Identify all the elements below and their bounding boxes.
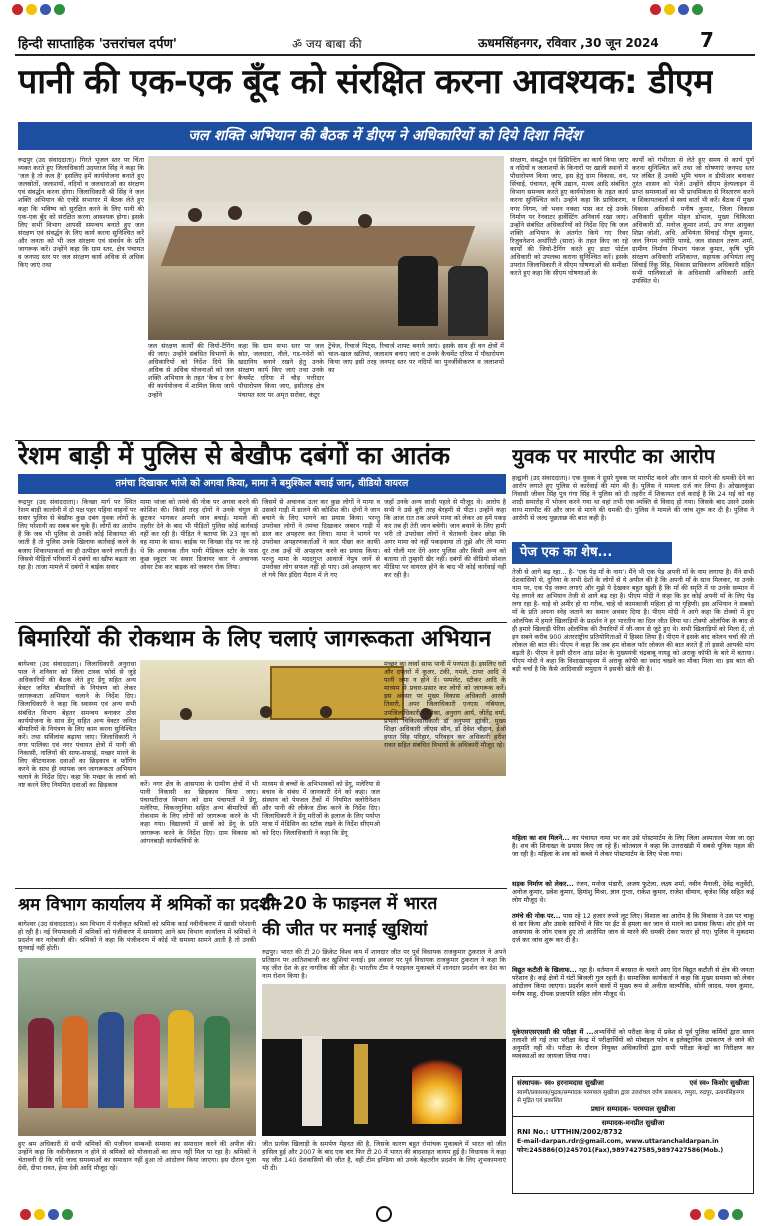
story4-sub5-body: अभ्यर्थियों को परीक्षा केन्द्र में प्रवेश से पूर्व पुलिस कर्मियों द्वारा सघन तलाशी ली गई तथा परीक्षा केन्द्र में परीक्षार्थियों को मोबाइल फोन व इलेक्ट्रानिक उपकरण ले जाने की अनुमति नहीं थी। परीक्षा के दौरान नियुक्त अधिकारियों द्वारा सभी परीक्षा केन्द्रों का निरीक्षण कर व्यवस्थाओं का जायजा लिया गया। [512,1028,754,1061]
story2-col1: रूद्रपुर (उद संवाददाता)। किच्छा मार्ग पर स्थित रेशम बाड़ी कालोनी में दो पक्ष पहर पहिया वाहनों पर सवार पुलिस से बेखौफ कुछ दबंग युवक लोगों के लिए परेशानी का सबब बन चुके हैं। लोगों का आरोप है कि जब भी पुलिस से उनकी कोई शिकायत की जाती है तो पुलिस उनके खिलाफ कार्रवाई करने के बजाए शिकायतकर्ता का ही उत्पीड़न करने लगती है। जिससे पीड़ितों परिवारों में दबंगों का खौफ बढ़ता जा रहा है। ताजा मामले में दबंगों ने बाईक सवार [18,498,136,571]
story4-sub3 [512,912,754,964]
story1-col6: कार्यों को गंभीरता से लेते हुए समय से कार्य पूर्ण करना सुनिश्चित करें तथा जो घोषणाएं जनपद स्तर पर लंबित हैं उनकी भूमि चयन व डीपीआर बनाकर तुरंत शासन को भेजें। उन्होंने सीएम हेल्पलाइन में प्राप्त समस्याओं का भी प्राथमिकता से निस्तारण करने व शिकायतकर्ता से स्वयं वार्ता भी करें। बैठक में मुख्य विकास अधिकारी मनीष कुमार, जिला विकास अधिकारी सुशील मोहन डोभाल, मुख्य चिकित्सा अधिकारी डॉ. मनोज कुमार शर्मा, उप नगर आयुक्त शिप्रा जोशी, अधि. अभियंता सिंचाई पीयूष कुमार, जल निगम ज्योति पाण्डे, जल संस्थान तरुण शर्मा, ग्रामीण निर्माण विभाग पंकज कुमार, कृषि भूमि संरक्षण अधिकारी शशिकान्त, सहायक अभियंता लघु सिंचाई रिंकू सिंह, विकास प्राधिकरण अधिकारी सहित सभी पालिकाओं के अधिशासी अधिकारी आदि उपस्थित थे। [632,156,754,286]
dateline: ऊधमसिंहनगर, रविवार ,30 जून 2024 [478,36,659,50]
footer-center-registration-mark [376,1206,392,1222]
story7-caption: जीत प्रत्येक खिलाड़ी के समर्पण मेहनत की है, जिसके कारण बहुत रोमांचक मुकाबले में भारत को जीत हासिल हुई और 2007 के बाद एक बार फिर टी 20 में भारत की बादशाहत कायम हुई है। विधायक ने कहा यह जीत 140 देशवासियों की जीत है, वहीं टीम इण्डिया को उनके बेहतरीन प्रदर्शन के लिए शुभकामनाएं भी दी। [262,1140,506,1173]
story3-body: हल्द्वानी (उद संवाददाता)। एक युवक ने दूसरे युवक पर मारपीट करने और जान से मारने की धमकी देने का आरोप लगाते हुए पुलिस से कार्रवाई की मांग की है। पुलिस ने मामला दर्ज कर लिया है। ओखलकुंडा निवासी जीवन सिंह पुत्र गंगा सिंह ने पुलिस को दी तहरीर में शिकायत दर्ज कराई है कि 24 मई को वह शादी समारोह में भोजन करने गया था वहां तभी एक व्यक्ति से विवाद हो गया। जिसके बाद उसने उसके साथ मारपीट की और जान से मारने की धमकी दी। पुलिस ने मामले की जांच शुरू कर दी है। पुलिस ने आरोपी से जल्द पूछताछ की बात कही है। [512,474,754,523]
story2-subhead: तमंचा दिखाकर भांजे को अगवा किया, मामा ने बमुश्किल बचाई जान, वीडियो वायरल [115,478,409,489]
story7-headline1: टी-20 के फाइनल में भारत [262,894,438,914]
story5-headline: बिमारियों की रोकथाम के लिए चलाएं जागरूकता अभियान [18,626,492,652]
top-left-dot-4 [54,4,65,15]
story4-sub1-title: महिला का शव मिलने... [512,834,572,842]
story1-col4: ट्रेंचेज, रिचार्ज पिट्स, रिचार्ज शाफ्ट बनाये जाएं। इसके साथ ही वन क्षेत्रों में चाल-खाल खंतियां, जलाशय बनाए जाएं व उनके कैचमेंट एरिया में पौधारोपण किया जाए इसी तरह जनपद स्तर पर नदियों का पुनर्जीवीकरण व जलाशयों का [328,342,504,375]
story1-headline: पानी की एक-एक बूँद को संरक्षित करना आवश्यक: डीएम [18,62,714,102]
top-right-dot-1 [650,4,661,15]
imprint-email: E-mail-darpan.rdr@gmail.com, www.uttaranchaldarpan.in [517,1138,719,1145]
imprint-editor2: सम्पादक-मनप्रीत सुखीजा [601,1119,665,1127]
story3-headline: युवक पर मारपीट का आरोप [512,444,716,468]
imprint-box [512,1076,754,1194]
footer-right-dot-4 [732,1209,743,1220]
imprint-rni: RNI No.: UTTHIN/2002/8732 [517,1128,623,1136]
story7-celebration-photo [262,984,506,1136]
footer-left-dot-2 [34,1209,45,1220]
story4-sub2 [512,880,754,910]
top-right-dot-2 [664,4,675,15]
footer-left-dot-3 [48,1209,59,1220]
story4-sub2-title: सड़क निर्माण को लेकर... [512,880,577,888]
footer-right-dot-2 [704,1209,715,1220]
story4-sub4-title: विद्युत कटौती के खिलाफ... [512,966,580,974]
top-right-dot-3 [678,4,689,15]
story4-sub3-title: तमंचे की नोक पर... [512,912,563,920]
om-icon: ॐ [292,38,303,51]
story1-meeting-photo [148,156,504,340]
story6-lede: बागेश्वर (उद संवाददाता)। श्रम विभाग में पंजीकृत श्रमिकों को श्रमिक कार्ड नवीनीकरण में खासी परेशानी हो रही है। नई नियमावली में श्रमिकों को पंजीकरण में समस्याएं आने श्रम विभाग कार्यालय में श्रमिकों ने प्रदर्शन कर नारेबाजी की। श्रमिकों ने कहा कि पंजीकरण में कोई भी समस्या सामने आती है तो उनकी सुनवाई नहीं होती। [18,920,256,953]
story4-sub5-title: यूकेएसएसएससी की परीक्षा में ... [512,1028,594,1036]
story1-col1: रूद्रपुर (उद संवाददाता)। गिरते भूजल स्तर पर चिंता व्यक्त करते हुए जिलाधिकारी उदयराज सिंह ने कहा कि 'जल है तो कल है' इसलिए हमें कार्ययोजना बनाते हुए जलस्रोतों, जलाशयों, नदियों व जलधाराओं का संरक्षण एवं संवर्द्धन करना होगा। जिलाधिकारी श्री सिंह ने जल शक्ति अभियान की एजेंडे सभागार में बैठक लेते हुए कहा कि भविष्य को सुरक्षित करने के लिए पानी की एक-एक बूँद को संरक्षित करना आवश्यक होगा। इसके लिए सभी विभाग आपसी समन्वय बनाते हुए जल संरक्षण एवं संवर्द्धन के लिए कार्य करना सुनिश्चित करें और जनता को भी जल संरक्षण एवं संवर्धन के प्रति जागरूक करें। उन्होंने कहा कि ग्राम स्तर, क्षेत्र पंचायत व जनपद स्तर पर जल संरक्षण कार्य अधिक से अधिक किए जाएं तथा [18,156,144,270]
imprint-legal: स्वामी/प्रकाशक/मुद्रक/सम्पादक परमपाल सुखीजा द्वारा उत्तरांचल दर्पण प्रकाशन, रम्पुरा, रुद्रपुर, ऊधमसिंहनगर से मुद्रित एवं प्रकाशित [517,1090,745,1104]
top-right-dot-4 [692,4,703,15]
story4-sub5 [512,1028,754,1072]
rule-3 [15,888,507,889]
top-left-dot-2 [26,4,37,15]
story6-protest-photo [18,958,256,1136]
story4-sub1 [512,834,754,878]
story4-sub2-body: रंजन, मनोज भंडारी, अजय फुटेला, लक्ष्य शर्मा, नवीन मैनाली, देवेंद्र चतुर्वेदी, अनोज कुमार, प्रवेश कुमार, हिमांशु मिश्रा, ज्ञान गुप्ता, राकेश कुमार, राजेश धीमान, बृजेश सिंह सहित कई लोग मौजूद थे। [512,880,754,905]
page-number: 7 [700,28,714,52]
imprint-editor: प्रधान सम्पादक- परमपाल सुखीजा [590,1105,676,1113]
imprint-founders2: एवं स्व० किशोर सुखीजा [689,1079,749,1087]
story4-sub4 [512,966,754,1026]
story6-caption: हुए श्रम अधिकारी से सभी श्रमिकों की पंजीयन सम्बन्धी समस्या का समाधान करने की अपील की। उन्होंने कहा कि नवीनीकरण न होने से श्रमिकों को योजनाओं का लाभ नहीं मिल पा रहा है। श्रमिकों ने चेतावनी दी कि यदि जल्द समस्याओं का समाधान नहीं हुआ तो आंदोलन किया जाएगा। इस दौरान पूजा देवी, दीपा रावत, हेमा देवी आदि मौजूद रहे। [18,1140,256,1173]
story1-col5: संरक्षण, संवर्द्धन एवं डिसिल्टिंग का कार्य किया जाए व नदियों व जलाशयों के किनारों पर खाली स्थानों में पौधारोपण किया जाए, इस हेतु ग्राम विकास, वन, सिंचाई, पंचायत, कृषि उद्यान, मत्स्य आदि संबंधित विभाग समन्वय करते हुए कार्ययोजना के तहत कार्य करना सुनिश्चित करें। उन्होंने कहा कि प्राधिकरण, नगर निगम, जो भवन नक्शा पास कर रहे उनके निर्माण पर रेनवाटर हार्वेस्टिंग अनिवार्य रखा जाए। उन्होंने संबंधित अधिकारियों को निर्देश दिए कि जल शक्ति अभियान के अंतर्गत किये गए रिवर रिजुवनेशन अथॉरिटी (सारा) के तहत किए जा रहे कार्यों की जियो-टैगिंग करते हुए डाटा पोर्टल अधिकारी को उपलब्ध कराना सुनिश्चित करें। इसके उपरांत जिलाधिकारी ने सीएम घोषणाओं की समीक्षा करते हुए कहा कि सीएम घोषणाओं के [510,156,628,278]
story4-sub1-body: का पंचायत नामा भर कर उसे पोस्टमार्टम के लिए जिला अस्पताल भेजा जा रहा है। शव की शिनाख्त के प्रयास किए जा रहे हैं। कोतवाल ने कहा कि उत्तराखंडी में सबसे यूनिक पहल की जा रही है। महिला के शव को कब्जे में लेकर पोस्टमार्टम के लिए भेजा गया। [512,834,754,859]
top-right-color-marks [650,4,703,15]
story1-col2: जल संरक्षण कार्यों की जियो-टैगिंग की जाए। उन्होंने संबंधित विभागों के अधिकारियों को निर्देश दिये कि अधिक से अधिक योजनाओं को जल शक्ति अभियान के तहत 'कैच द रेन' की कार्ययोजना में शामिल किया जाये उन्होंने [148,342,234,399]
motto [292,35,362,52]
top-left-color-marks [12,4,65,15]
story1-col3: कहा कि ग्राम सभा स्तर पर जल स्रोत, जलधारा, नौले, गड-गधेरों को खदानिय बनाने रखने हेतु उनके संरक्षण कार्य किए जाएं तथा उनके कैचमेंट एरिया में चौड़ पत्तीदार पौधारोपण किया जाए, इसीतरह क्षेत्र पंचायत स्तर पर अमृत सरोवर, कंटूर [238,342,324,399]
footer-left-dot-4 [62,1209,73,1220]
story5-col2: करें। नगर क्षेत्र के आसपास के ग्रामीण क्षेत्रों में भी पानी निकासी का छिड़काव किया जाए। पंचायतीराज विभाग को ग्राम पंचायतों में डेंगू, मलेरिया, चिकनगुनिया सहित अन्य बीमारियों की रोकथाम के लिए लोगों को जागरूक करने के भी कहा गया। विद्यालयों में छात्रों को डेंगू के प्रति जागरूक करने के निर्देश दिए। ग्राम विकास को आंगनबाड़ी कार्यकत्रियों के [140,780,258,845]
footer-right-dot-1 [690,1209,701,1220]
story7-body: रुद्रपुर। भारत की टी 20 क्रिकेट विश्व कप में शानदार जीत पर पूर्व विधायक राजकुमार ठुकराल ने अपने प्रतिष्ठान पर आतिशबाजी कर खुशियां मनाई। इस अवसर पर पूर्व विधायक राजकुमार ठुकराल ने कहा कि यह जीत देश के हर नागरिक की जीत है। भारतीय टीम ने फाइनल मुकाबले में शानदार प्रदर्शन कर देश का नाम रोशन किया है। [262,948,506,980]
imprint-phone: फोन:245886(O)245701(Fax),9897427585,9897427586(Mob.) [517,1147,724,1154]
footer-right-marks [690,1209,743,1220]
top-left-dot-1 [12,4,23,15]
footer-right-dot-3 [718,1209,729,1220]
story2-col3: जिसमें से अचानक उतर कर कुछ लोगों ने मामा व उसको गाड़ी में डालने की कोशिश की। दोनों ने जान बचाने के लिए भागने का प्रयास किया। परन्तु उपरोक्त लोगों ने तमंचा दिखाकर जबरन गाड़ी में डाल कर अपहरण कर लिया। मामा ने भागने पर उपरोक्त अपहरणकर्ताओं ने कार पीछा कर काफी दूर तक उन्हें भी अपहरण करने का प्रयास किया। परन्तु मामा के मददगुप्त आवाजें नेपुत्र जानें से उपरोक्त लोग सफल नहीं हो पाए। उसे अपहरण कर ले गये फिर इंदिरा मैदान में ले गए [262,498,380,579]
paper-name: हिन्दी साप्ताहिक 'उत्तरांचल दर्पण' [18,37,177,52]
footer-left-marks [20,1209,73,1220]
masthead-rule [15,54,755,56]
story5-col4: मच्छर का लार्वा साफ पानी में पनपता है। इसलिए घरों और दफ्तरों में कूलर, टंकी, गमले, टायर आदि में पानी जमा न होने दें। पम्पलेट, स्टीकर आदि के माध्यम से प्रचार-प्रसार कर लोगों को जागरूक करें। इस अवसर पर मुख्य विकास अधिकारी आरसी तिवारी, अपर जिलाधिकारी एनएस नबियाल, उपजिलाधिकारी मोनिका, अनुराग आर्य, जीतेंद्र वर्मा, प्रभारी चिकित्साधिकारी डॉ अनुपमा ह्यांकी, मुख्य शिक्षा अधिकारी जीएस सौन, डॉ देवेश चौहान, ईओ हयात सिंह परिहार, परिवहन कर अधिकारी हरीश रावत सहित संबंधित विभागों के अधिकारी मौजूद रहे। [384,660,506,749]
story4-body: तेजी से आगे बढ़ रहा... है- 'एक पेड़ माँ के नाम'। मैंने भी एक पेड़ अपनी माँ के नाम लगाया है। मैंने सभी देशवासियों से, दुनिया के सभी देशों के लोगों से ये अपील की है कि अपनी माँ के साथ मिलकर, या उनके नाम पर, एक पेड़ जरूर लगाएं और मुझे ये देखकर बहुत खुशी है कि माँ की स्मृति में या उनके सम्मान में पेड़ लगाने का अभियान तेजी से आगे बढ़ रहा है। पीएम मोदी ने कहा कि हर कोई अपनी माँ के लिए पेड़ लगा रहा है- चाहे वो अमीर हो या गरीब, चाहे वो कामकाजी महिला हो या गृहिणी। इस अभियान ने सबको माँ के प्रति अपना स्नेह जताने का समान अवसर दिया है। पीएम मोदी ने आगे कहा कि टोक्यो में हुए ओलंपिक में हमारे खिलाड़ियों के प्रदर्शन ने हर भारतीय का दिल जीत लिया था। टोक्यो ओलंपिक के बाद से ही हमारे खिलाड़ी पेरिस ओलंपिक की तैयारियों में जी-जान से जुटे हुए थे। सभी खिलाड़ियों को मिला दें, तो इन सबने करीब 900 अंतरराष्ट्रीय प्रतियोगिताओं में हिस्सा लिया है। पीएम ने इसके बाद कोलन चर्चा की तो लोकल की बात की। पीएम ने कहा कि जब हम वोकल फॉर लोकल की बात करते हैं तो इससे आपकी मांग बढ़ती है। पीएम ने इसी दौरान आंध्र प्रदेश के मुख्यमंत्री चंद्रबाबू नायडू को अराकू कॉफी के बारे में बताया। पीएम मोदी ने कहा कि विशाखापट्टनम में अराकू कॉफी का स्वाद चखने का मौका मिला था। इस बात की बड़ी चर्चा है कि कैसे आदिवासी समुदाय ने इसकी खेती की है। [512,568,754,674]
story5-col1: बागेश्वर (उद संवाददाता)। जिलाधिकारी अनुराधा पाल ने शनिवार को जिला टास्क फोर्स से जुड़े अधिकारियों की बैठक लेते हुए डेंगू सहित अन्य वेक्टर जनित बीमारियों के नियंत्रण को लेकर जागरूकता अभियान चलाने के निर्देश दिए। जिलाधिकारी ने कहा कि स्वास्थ्य एवं अन्य सभी संबंधित विभाग बेहतर समन्वय बनाकर ठोस कार्ययोजना के साथ डेंगू सहित अन्य वेक्टर जनित बीमारियों के नियंत्रण के लिए काम करना सुनिश्चित करें। तथा सर्विलांस बढ़ाया जाए। जिलाधिकारी ने नगर पालिका एवं नगर पंचायत क्षेत्रों में पानी की निकासी, नालियों की साफ-सफाई, मच्छर मारने के लिए कीटनाशक दवाओं का छिड़काव व फॉगिंग करने के साथ ही व्यापक जन जागरूकता अभियान चलाने के निर्देश दिए। कहा कि मच्छर के लार्वा को नष्ट करने लिए नियमित दवाओं का छिड़काव [18,660,136,790]
story6-headline: श्रम विभाग कार्यालय में श्रमिकों का प्रदर्शन [18,895,280,915]
story4-title-bar [512,542,672,564]
story4-sub4-body: रहा है। वर्तमान में बरसात के चलते आए दिन विद्युत कटौती से क्षेत्र की जनता परेशान है। कई क्षेत्रों में घंटों बिजली गुल रहती है। सामाजिक कार्यकर्ता ने कहा कि मुख्य समस्या को लेकर आंदोलन किया जाएगा। प्रदर्शन करने वालों में मुख्य रूप से अनीता वाल्मीकि, सोनी जादव, पवन कुमार, मनीष साहू, दीपक प्रजापति सहित लोग मौजूद थे। [512,966,754,999]
story2-col4: जहाँ उनके अन्य साथी पहले से मौजूद थे। आरोप है सभी ने उसे बुरी तरह बेरहमी से पीटा। उन्होंने कहा कि आज रात तक अपने मामा को लेकर आ हमें पकड़ कर तब ही तेरी जान बचेगी। जान बचाने के लिए हामी भरी तो उपरोक्त लोगों ने चेतावनी देकर छोड़ा कि अगर मामा को नहीं पकड़वाया तो तुझे और तेरे मामा को गोली मार देंगे अगर पुलिस और किसी अन्य को बताया तो तुम्हारी खैर नहीं। दबंगों की वीडियो सोशल मीडिया पर वायरल होने के बाद भी कोई कार्रवाई नहीं कर रही है। [384,498,506,579]
story5-col3: माध्यम से बच्चों के अभिभावकों को डेंगू, मलेरिया से बचाव के संबंध में जानकारी देने को कहा। जल संस्थान को पेयजल टैंकों में नियमित क्लोरीनेशन और पानी की लीकेज ठीक करने के निर्देश दिए। जिलाधिकारी ने डेंगू मरीजों के इलाज के लिए पर्याप्त मात्रा में मेडिसिन का स्टॉक रखने के निर्देश सीएमओ को दिए। जिलाधिकारी ने कहा कि डेंगू [262,780,380,837]
story2-col2: मामा भांजा को तमंचे की नोक पर अगवा करने की कोशिश की। किसी तरह दोनों ने उनके चंगुल से छूटकर भागकर अपनी जान बचाई। मामले की तहरीर देने के बाद भी पीड़ितों पुलिस कोई कार्रवाई नहीं कर रही है। पीड़ित ने बताया कि 23 जून को वह मामा के साथ। बाईक पर किच्छा रोड़ पर जा रहे थे कि अचानक तीन पानी मेडिकल स्टोर के पास कुछ स्कूटर पर सवार डिजायर कार ने अचानक ओवर टेक कर बाइक को जबरन रोक लिया। [140,498,258,571]
story1-subhead-bar [18,122,752,150]
story2-headline: रेशम बाड़ी में पुलिस से बेखौफ दबंगों का आतंक [18,441,451,470]
story4-sub3-body: पास रहे 12 हजार रुपये लूट लिए। विशाल का आरोप है कि विकास ने उस पर चाकू से वार किया और उसके साथियों ने सिर पर ईंट से हमला कर जान से मारने का प्रयास किया। शोर होने पर आसपास के लोग एकत्र हुए तो आरोपित जान से मारने की धमकी देकर फरार हो गए। पुलिस ने मुकदमा दर्ज कर जांच शुरू कर दी है। [512,912,754,945]
story2-subhead-bar [18,474,506,494]
imprint-founders: संस्थापक- स्व० हरनामदास सुखीजा [517,1079,604,1087]
story7-headline2: की जीत पर मनाई खुशियां [262,920,428,940]
story1-subhead: जल शक्ति अभियान की बैठक में डीएम ने अधिकारियों को दिये दिशा निर्देश [188,128,582,144]
story4-title: पेज एक का शेष... [520,545,613,560]
footer-left-dot-1 [20,1209,31,1220]
top-left-dot-3 [40,4,51,15]
motto-text: जय बाबा की [305,37,362,51]
